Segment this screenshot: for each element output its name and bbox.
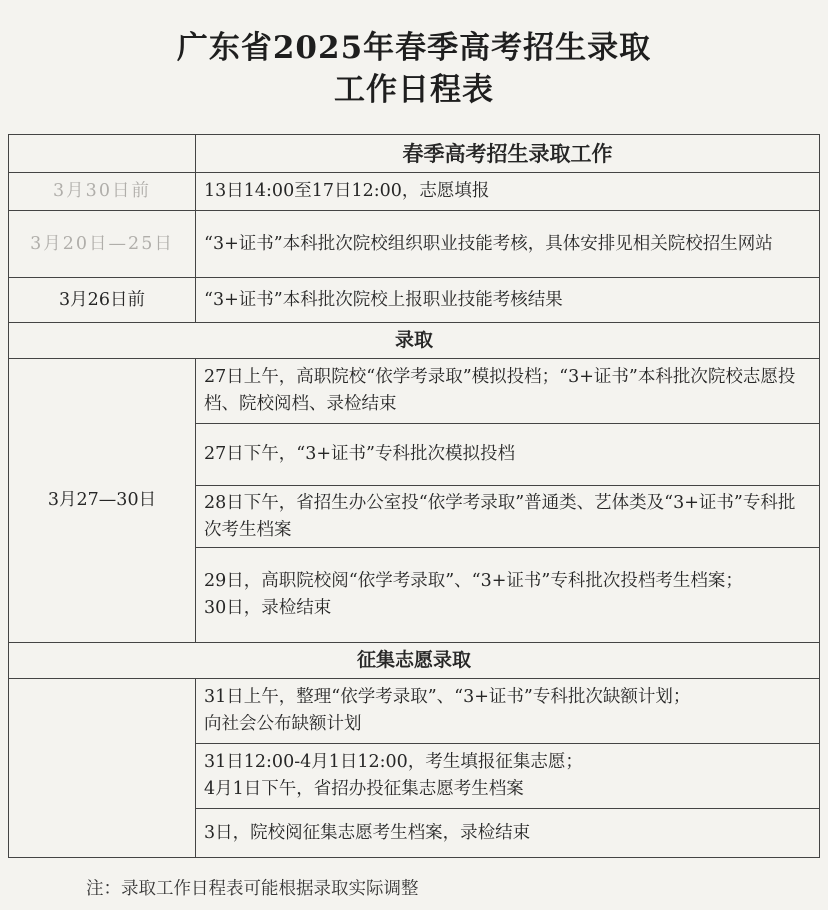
row-content: 13日14:00至17日12:00，志愿填报 [196, 173, 820, 211]
row-date: 3月30日前 [9, 173, 196, 211]
supplementary-item: 4月1日下午，省招办投征集志愿考生档案 [204, 779, 524, 799]
header-empty-cell [9, 135, 196, 173]
table-row [9, 278, 820, 323]
table-header: 春季高考招生录取工作 [196, 135, 820, 173]
supplementary-item: 3日，院校阅征集志愿考生档案，录检结束 [196, 809, 820, 858]
supplementary-item-group [196, 679, 820, 744]
section-heading-admission: 录取 [9, 323, 820, 359]
table-row [9, 359, 820, 424]
supplementary-item: 31日上午，整理“依学考录取”、“3+证书”专科批次缺额计划； [204, 687, 691, 707]
footnote: 注：录取工作日程表可能根据录取实际调整 [86, 879, 419, 899]
document-title-line2: 工作日程表 [334, 72, 494, 108]
supplementary-date [9, 679, 196, 858]
row-date: 3月20日—25日 [9, 211, 196, 278]
supplementary-item: 向社会公布缺额计划 [204, 714, 362, 734]
supplementary-item-group [196, 744, 820, 809]
row-content: “3+证书”本科批次院校组织职业技能考核，具体安排见相关院校招生网站 [196, 211, 820, 278]
row-content: “3+证书”本科批次院校上报职业技能考核结果 [196, 278, 820, 323]
admission-item: 30日，录检结束 [204, 598, 332, 618]
table-header-row [9, 135, 820, 173]
table-row [9, 211, 820, 278]
admission-item: 29日，高职院校阅“依学考录取”、“3+证书”专科批次投档考生档案； [204, 571, 743, 591]
section-row-admission [9, 323, 820, 359]
admission-date: 3月27—30日 [9, 359, 196, 643]
admission-item: 27日下午，“3+证书”专科批次模拟投档 [196, 424, 820, 486]
admission-item: 27日上午，高职院校“依学考录取”模拟投档；“3+证书”本科批次院校志愿投档、院校阅档、录检结束 [196, 359, 820, 424]
section-heading-supplementary: 征集志愿录取 [9, 643, 820, 679]
section-row-supplementary [9, 643, 820, 679]
document-title-line1: 广东省2025年春季高考招生录取 [176, 30, 652, 66]
supplementary-item: 31日12:00-4月1日12:00，考生填报征集志愿； [204, 752, 583, 772]
admission-item: 28日下午，省招生办公室投“依学考录取”普通类、艺体类及“3+证书”专科批次考生档案 [196, 486, 820, 548]
schedule-table [8, 134, 820, 858]
table-row [9, 679, 820, 744]
admission-item-group [196, 548, 820, 643]
row-date: 3月26日前 [9, 278, 196, 323]
table-row [9, 173, 820, 211]
